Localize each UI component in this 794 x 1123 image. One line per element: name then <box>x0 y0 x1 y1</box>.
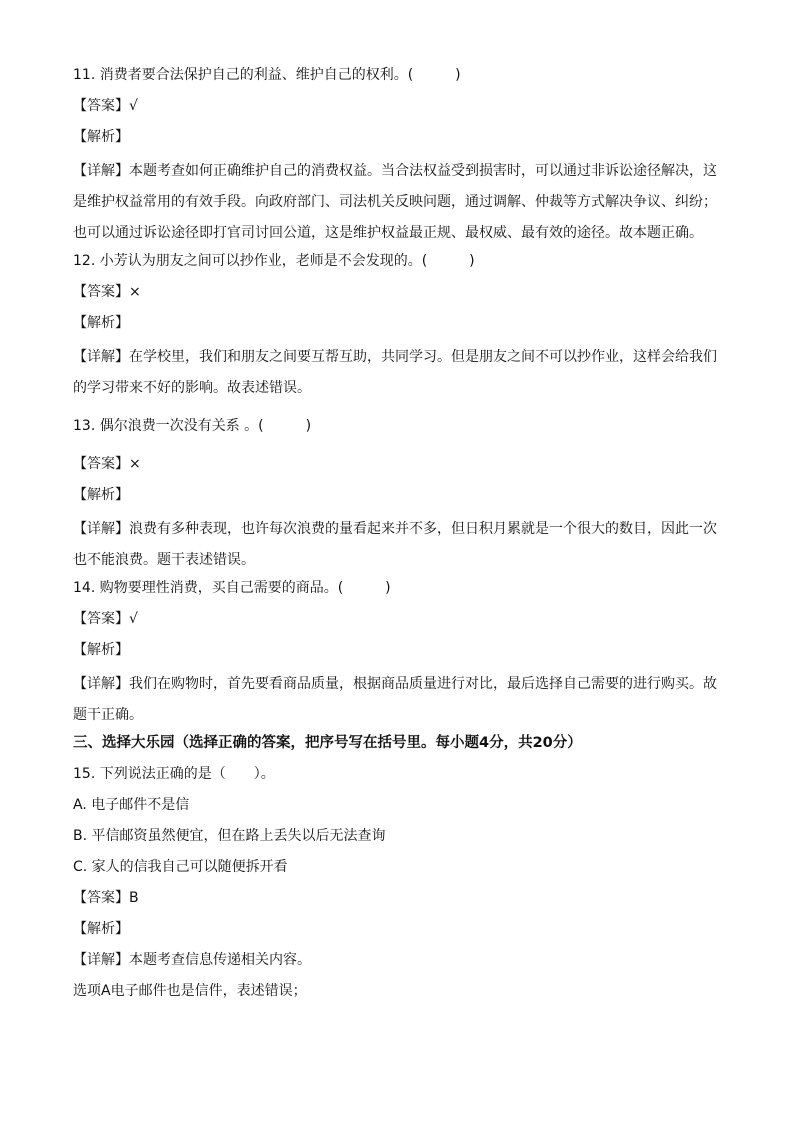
answer-11: 【答案】√ <box>73 98 138 114</box>
question-14: 14. 购物要理性消费，买自己需要的商品。( ) <box>73 580 391 596</box>
detail-12: 【详解】在学校里，我们和朋友之间要互帮互助，共同学习。但是朋友之间不可以抄作业，这样会给我们的学习带来不好的影响。故表述错误。 <box>73 349 717 396</box>
document-content <box>73 63 723 1003</box>
question-15: 15. 下列说法正确的是（ ）。 <box>73 766 275 782</box>
question-11: 11. 消费者要合法保护自己的利益、维护自己的权利。( ) <box>73 67 461 83</box>
answer-15: 【答案】B <box>73 890 139 906</box>
detail-11: 【详解】本题考查如何正确维护自己的消费权益。当合法权益受到损害时，可以通过非诉讼途径解决，这是维护权益常用的有效手段。向政府部门、司法机关反映问题，通过调解、仲裁等方式解决争议、纠纷；也可以通过诉讼途径即打官司讨回公道，这是维护权益最正规、最权威、最有效的途径。故本题正确。 <box>73 163 717 241</box>
analysis-label-11: 【解析】 <box>73 129 129 145</box>
answer-13: 【答案】× <box>73 456 141 472</box>
analysis-label-14: 【解析】 <box>73 642 129 658</box>
option-a-15: A. 电子邮件不是信 <box>73 797 190 813</box>
detail-13: 【详解】浪费有多种表现，也许每次浪费的量看起来并不多，但日积月累就是一个很大的数目，因此一次也不能浪费。题干表述错误。 <box>73 521 717 568</box>
question-12: 12. 小芳认为朋友之间可以抄作业，老师是不会发现的。( ) <box>73 253 475 269</box>
analysis-label-12: 【解析】 <box>73 315 129 331</box>
option-b-15: B. 平信邮资虽然便宜，但在路上丢失以后无法查询 <box>73 828 386 844</box>
answer-14: 【答案】√ <box>73 611 138 627</box>
detail-14: 【详解】我们在购物时，首先要看商品质量，根据商品质量进行对比，最后选择自己需要的进行购买。故题干正确。 <box>73 676 717 723</box>
detail-15-option-a: 选项A电子邮件也是信件，表述错误； <box>73 983 307 999</box>
question-13: 13. 偶尔浪费一次没有关系 。( ) <box>73 418 312 434</box>
answer-12: 【答案】× <box>73 284 141 300</box>
option-c-15: C. 家人的信我自己可以随便拆开看 <box>73 859 288 875</box>
analysis-label-13: 【解析】 <box>73 487 129 503</box>
detail-15: 【详解】本题考查信息传递相关内容。 <box>73 952 311 968</box>
section-3-title: 三、选择大乐园（选择正确的答案，把序号写在括号里。每小题4分，共20分） <box>73 735 582 751</box>
analysis-label-15: 【解析】 <box>73 921 129 937</box>
